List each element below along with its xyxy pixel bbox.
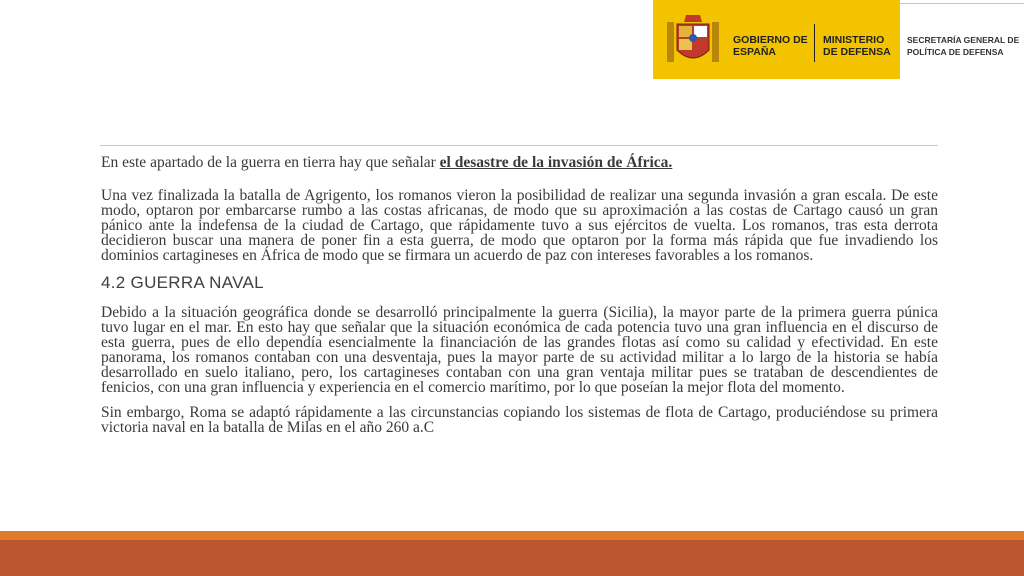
paragraph-milas: Sin embargo, Roma se adaptó rápidamente a las circunstancias copiando los sistemas de flota de Cartago, produciéndose su primera victoria naval en la batalla de Milas en el año 260 a.C: [101, 404, 938, 436]
intro-text: En este apartado de la guerra en tierra hay que señalar: [101, 154, 440, 171]
intro-highlight: el desastre de la invasión de África.: [439, 154, 673, 171]
gobierno-label: GOBIERNO DE ESPAÑA: [733, 34, 808, 58]
secretaria-label: SECRETARÍA GENERAL DE POLÍTICA DE DEFENSA: [907, 35, 1020, 57]
footer-stripe: [0, 531, 1024, 540]
section-heading: 4.2 GUERRA NAVAL: [101, 273, 264, 292]
government-logo: [653, 0, 900, 79]
intro-paragraph: [101, 155, 938, 170]
header-line: [900, 3, 1024, 4]
header-rule: [100, 145, 938, 146]
spain-coat-of-arms-icon: [667, 12, 719, 70]
paragraph-naval: Debido a la situación geográfica donde se desarrolló principalmente la guerra (Sicilia), la mayor parte de la primera guerra púnica tuvo lugar en el mar. En esto hay que señalar que la situación económica de cada potencia tuvo una gran influencia en el discurso de esta guerra, pues de ello dependía esencialmente la financiación de las grandes flotas así como su calidad y efectividad. En este panorama, los romanos contaban con una desventaja, pues la mayor parte de su actividad militar a lo largo de la historia se había desarrollado en suelo italiano, pero, los cartagineses contaban con una gran ventaja militar pues se trataban de descendientes de fenicios, con una gran influencia y experiencia en el comercio marítimo, por lo que poseían la mejor flota del momento.: [101, 304, 938, 396]
paragraph-africa: Una vez finalizada la batalla de Agrigento, los romanos vieron la posibilidad de realizar una segunda invasión a gran escala. De este modo, optaron por embarcarse rumbo a las costas africanas, de modo que su aproximación a las costas de Cartago causó un gran pánico ante la indefensa de la ciudad de Cartago, que rápidamente tuvo a sus ejércitos de vuelta. Los romanos, tras esta derrota decidieron buscar una manera de poner fin a esta guerra, de modo que optaron por la forma más rápida que fue invadiendo los dominios cartagineses en África de modo que se firmara un acuerdo de paz con intereses favorables a los romanos.: [101, 187, 938, 264]
ministerio-label: MINISTERIO DE DEFENSA: [823, 34, 891, 58]
slide-content: [101, 155, 938, 445]
logo-divider: [814, 24, 815, 62]
